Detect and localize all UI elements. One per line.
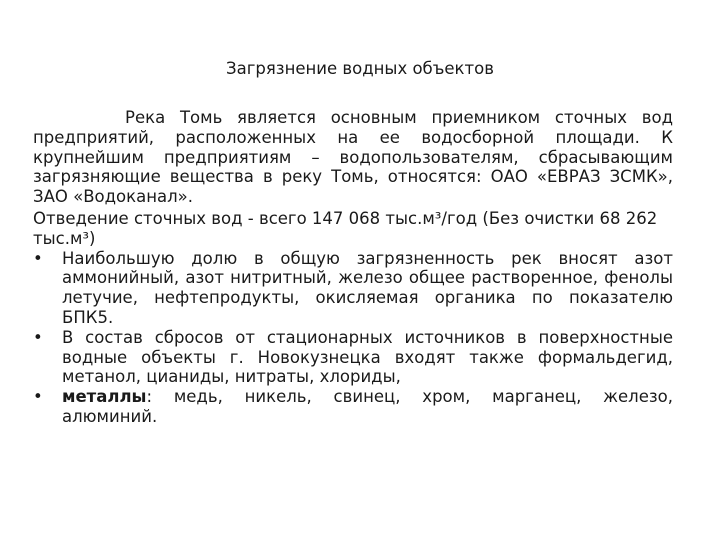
slide-content bbox=[33, 108, 673, 427]
bullet-icon: • bbox=[33, 327, 43, 347]
bullet-text: : медь, никель, свинец, хром, марганец, железо, алюминий. bbox=[62, 387, 673, 426]
discharge-paragraph: Отведение сточных вод - всего 147 068 тыс.м³/год (Без очистки 68 262 тыс.м³) bbox=[33, 208, 658, 248]
bullet-icon: • bbox=[33, 387, 43, 407]
bullet-text: В состав сбросов от стационарных источников в поверхностные водные объекты г. Новокузнецка входят также формальдегид, метанол, цианиды, нитраты, хлориды, bbox=[62, 327, 673, 387]
bullet-icon: • bbox=[33, 248, 43, 268]
bullet-item-discharges bbox=[33, 328, 673, 387]
bullet-item-metals bbox=[33, 387, 673, 427]
bullet-text: Наибольшую долю в общую загрязненность рек вносят азот аммонийный, азот нитритный, железо общее растворенное, фенолы летучие, нефтепродукты, окисляемая органика по показателю БПК5. bbox=[62, 248, 673, 327]
slide-title: Загрязнение водных объектов bbox=[226, 59, 494, 78]
bullet-item-pollutants bbox=[33, 249, 673, 328]
bullet-list bbox=[33, 249, 673, 427]
bullet-bold-term: металлы bbox=[62, 387, 147, 407]
intro-paragraph: Река Томь является основным приемником сточных вод предприятий, расположенных на ее водосборной площади. К крупнейшим предприятиям – водопользователям, сбрасывающим загрязняющие вещества в реку Томь, относятся: ОАО «ЕВРАЗ ЗСМК», ЗАО «Водоканал». bbox=[33, 108, 673, 207]
